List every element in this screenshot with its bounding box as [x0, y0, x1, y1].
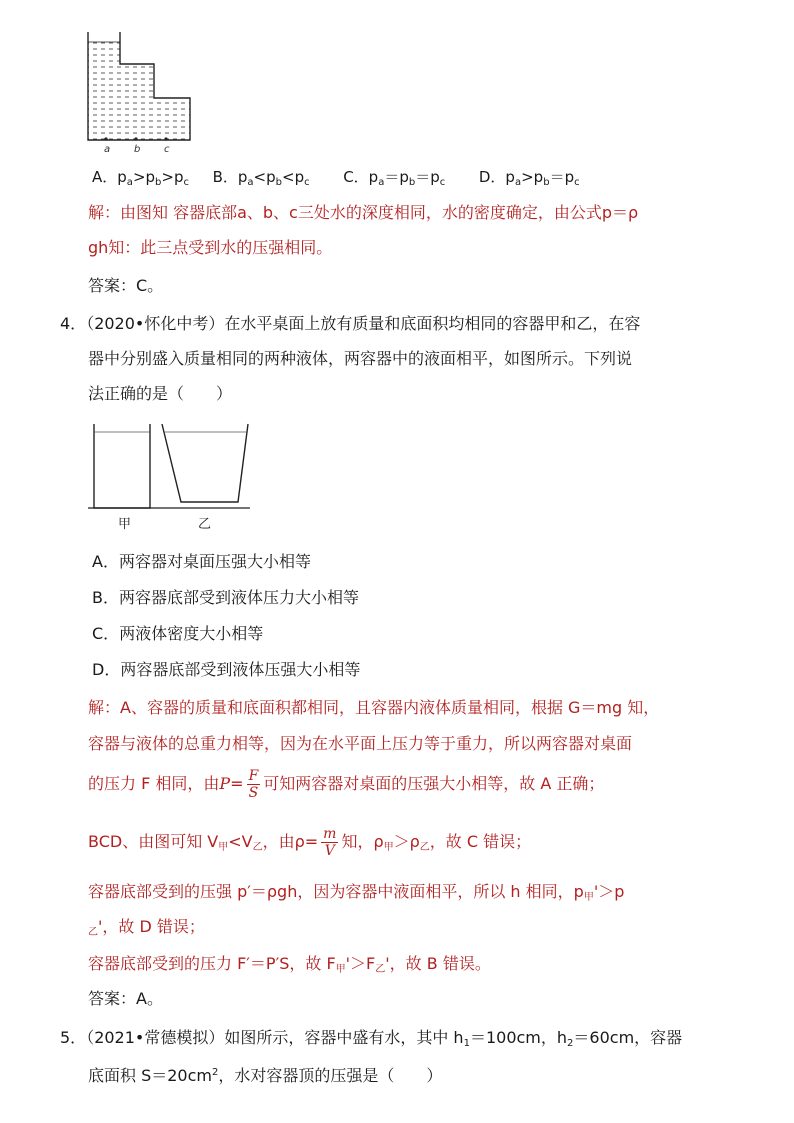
q4-stem-line-1: 4．（2020•怀化中考）在水平桌面上放有质量和底面积均相同的容器甲和乙，在容 [60, 314, 641, 333]
q4-stem-line-2: 器中分别盛入质量相同的两种液体，两容器中的液面相平，如图所示。下列说 [88, 349, 633, 368]
q3-option-b: B．$p_a<p_b<p_c$ [212, 168, 310, 188]
q3-options [92, 166, 580, 194]
q4-option-d: D．两容器底部受到液体压强大小相等 [92, 660, 361, 679]
q4-solution-line-2: 容器与液体的总重力相等，因为在水平面上压力等于重力，所以两容器对桌面 [88, 734, 633, 753]
q4-solution-line-3: 的压力 F 相同，由P= $\frac{F}{S}$ 可知两容器对桌面的压强大小相等，故 A 正确； [88, 768, 605, 801]
point-b-label: b [134, 144, 141, 155]
q5-number: 5． [60, 1028, 87, 1047]
q4-option-c: C．两液体密度大小相等 [92, 624, 264, 643]
q5-stem-line-2: 底面积 $S=20cm^2$，水对容器顶的压强是（ ） [88, 1066, 443, 1085]
q3-option-a: A．$p_a>p_b>p_c$ [92, 168, 190, 188]
q4-stem-line-3: 法正确的是（ ） [88, 384, 233, 403]
stepped-container-figure [84, 28, 196, 156]
two-containers-figure [88, 420, 258, 540]
container-jia-label: 甲 [118, 517, 132, 532]
pressure-formula-fraction: $\frac{F}{S}$ [248, 768, 259, 801]
density-formula-fraction: $\frac{m}{V}$ [323, 826, 337, 859]
q3-option-d: D．$p_a>p_b=p_c$ [478, 168, 580, 188]
q4-solution-line-1: 解：A、容器的质量和底面积都相同，且容器内液体质量相同，根据 G＝mg 知， [88, 698, 660, 717]
point-c-label: c [164, 144, 170, 155]
q5-stem-line-1: 5．（2021•常德模拟）如图所示，容器中盛有水，其中 $h_1=100cm$，$h_2=60cm$，容器 [60, 1028, 683, 1049]
q4-solution-line-6: $_乙$'，故 D 错误； [88, 917, 205, 938]
q4-option-a: A．两容器对桌面压强大小相等 [92, 552, 311, 571]
container-yi-label: 乙 [198, 517, 212, 532]
q4-solution-line-7: 容器底部受到的压力 F′＝P′S，故 $F_甲'>F_乙'$，故 B 错误。 [88, 954, 491, 975]
q4-solution-line-4: BCD、由图可知 $V_甲<V_乙$，由ρ= $\frac{m}{V}$ 知，$\rho_甲>\rho_乙$，故 C 错误； [88, 826, 532, 859]
q4-option-b: B．两容器底部受到液体压力大小相等 [92, 588, 359, 607]
q3-solution-line-2: gh知：此三点受到水的压强相同。 [88, 238, 333, 257]
q3-solution-line-1: 解：由图知 容器底部a、b、c三处水的深度相同，水的密度确定，由公式p＝ρ [88, 203, 639, 222]
q3-option-c: C．$p_a=p_b=p_c$ [343, 168, 446, 188]
q4-number: 4． [60, 314, 87, 333]
q4-solution-line-5: 容器底部受到的压强 p′＝ρgh，因为容器中液面相平，所以 h 相同，$p_甲'>p$ [88, 882, 625, 903]
q4-answer: 答案：A。 [88, 989, 163, 1008]
point-a-label: a [104, 144, 111, 155]
q3-answer: 答案：C。 [88, 276, 164, 295]
